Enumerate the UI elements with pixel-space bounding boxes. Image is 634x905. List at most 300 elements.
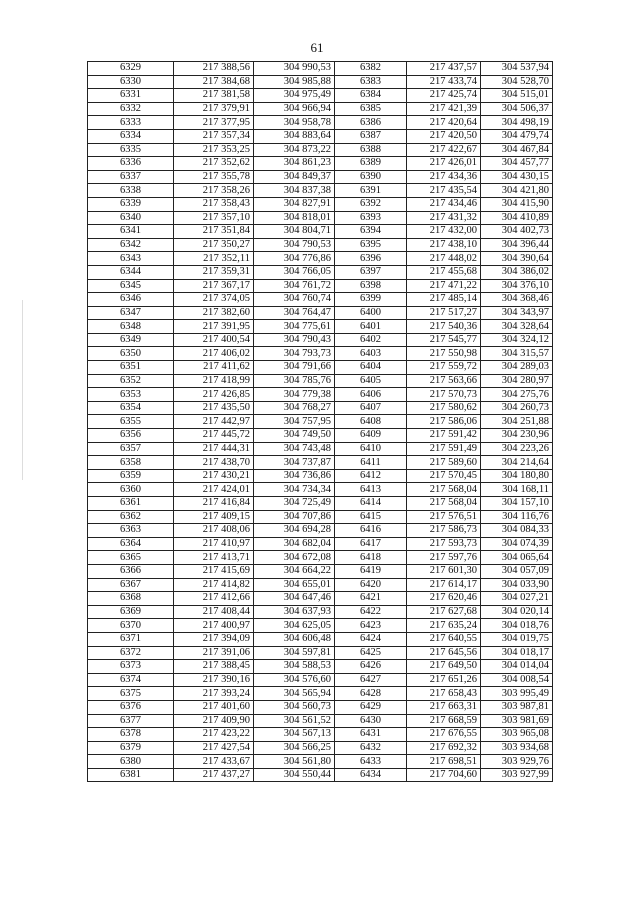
y-coordinate-cell: 304 725,49 <box>254 497 335 511</box>
x-coordinate-cell: 217 414,82 <box>174 578 254 592</box>
point-number-cell: 6366 <box>88 564 174 578</box>
x-coordinate-cell: 217 635,24 <box>407 619 481 633</box>
x-coordinate-cell: 217 426,01 <box>407 157 481 171</box>
y-coordinate-cell: 304 776,86 <box>254 252 335 266</box>
point-number-cell: 6376 <box>88 700 174 714</box>
point-number-cell: 6398 <box>335 279 407 293</box>
point-number-cell: 6421 <box>335 592 407 606</box>
x-coordinate-cell: 217 410,97 <box>174 537 254 551</box>
table-row <box>88 564 553 578</box>
x-coordinate-cell: 217 391,06 <box>174 646 254 660</box>
table-row <box>88 129 553 143</box>
y-coordinate-cell: 304 430,15 <box>481 170 553 184</box>
table-row <box>88 211 553 225</box>
y-coordinate-cell: 304 775,61 <box>254 320 335 334</box>
y-coordinate-cell: 304 467,84 <box>481 143 553 157</box>
x-coordinate-cell: 217 437,57 <box>407 62 481 76</box>
point-number-cell: 6368 <box>88 592 174 606</box>
y-coordinate-cell: 304 057,09 <box>481 564 553 578</box>
table-row <box>88 252 553 266</box>
x-coordinate-cell: 217 471,22 <box>407 279 481 293</box>
y-coordinate-cell: 304 180,80 <box>481 469 553 483</box>
point-number-cell: 6385 <box>335 102 407 116</box>
point-number-cell: 6336 <box>88 157 174 171</box>
point-number-cell: 6433 <box>335 755 407 769</box>
point-number-cell: 6397 <box>335 265 407 279</box>
x-coordinate-cell: 217 379,91 <box>174 102 254 116</box>
point-number-cell: 6403 <box>335 347 407 361</box>
y-coordinate-cell: 304 368,46 <box>481 293 553 307</box>
x-coordinate-cell: 217 540,36 <box>407 320 481 334</box>
table-row <box>88 143 553 157</box>
table-row <box>88 456 553 470</box>
point-number-cell: 6413 <box>335 483 407 497</box>
x-coordinate-cell: 217 391,95 <box>174 320 254 334</box>
y-coordinate-cell: 304 324,12 <box>481 333 553 347</box>
x-coordinate-cell: 217 455,68 <box>407 265 481 279</box>
point-number-cell: 6339 <box>88 197 174 211</box>
coordinates-table <box>87 61 553 782</box>
x-coordinate-cell: 217 442,97 <box>174 415 254 429</box>
point-number-cell: 6353 <box>88 388 174 402</box>
point-number-cell: 6352 <box>88 374 174 388</box>
table-row <box>88 537 553 551</box>
y-coordinate-cell: 304 008,54 <box>481 673 553 687</box>
table-row <box>88 102 553 116</box>
x-coordinate-cell: 217 351,84 <box>174 225 254 239</box>
point-number-cell: 6370 <box>88 619 174 633</box>
y-coordinate-cell: 304 734,34 <box>254 483 335 497</box>
x-coordinate-cell: 217 420,64 <box>407 116 481 130</box>
table-row <box>88 632 553 646</box>
y-coordinate-cell: 304 647,46 <box>254 592 335 606</box>
point-number-cell: 6420 <box>335 578 407 592</box>
y-coordinate-cell: 304 749,50 <box>254 429 335 443</box>
y-coordinate-cell: 304 376,10 <box>481 279 553 293</box>
table-row <box>88 157 553 171</box>
point-number-cell: 6406 <box>335 388 407 402</box>
table-row <box>88 619 553 633</box>
y-coordinate-cell: 304 396,44 <box>481 238 553 252</box>
y-coordinate-cell: 303 965,08 <box>481 728 553 742</box>
point-number-cell: 6432 <box>335 741 407 755</box>
y-coordinate-cell: 304 637,93 <box>254 605 335 619</box>
point-number-cell: 6332 <box>88 102 174 116</box>
x-coordinate-cell: 217 431,32 <box>407 211 481 225</box>
point-number-cell: 6380 <box>88 755 174 769</box>
x-coordinate-cell: 217 358,43 <box>174 197 254 211</box>
x-coordinate-cell: 217 423,22 <box>174 728 254 742</box>
point-number-cell: 6427 <box>335 673 407 687</box>
y-coordinate-cell: 304 065,64 <box>481 551 553 565</box>
x-coordinate-cell: 217 350,27 <box>174 238 254 252</box>
y-coordinate-cell: 304 975,49 <box>254 89 335 103</box>
table-row <box>88 75 553 89</box>
x-coordinate-cell: 217 698,51 <box>407 755 481 769</box>
x-coordinate-cell: 217 444,31 <box>174 442 254 456</box>
x-coordinate-cell: 217 692,32 <box>407 741 481 755</box>
point-number-cell: 6375 <box>88 687 174 701</box>
point-number-cell: 6415 <box>335 510 407 524</box>
y-coordinate-cell: 304 818,01 <box>254 211 335 225</box>
x-coordinate-cell: 217 413,71 <box>174 551 254 565</box>
y-coordinate-cell: 303 927,99 <box>481 768 553 782</box>
x-coordinate-cell: 217 627,68 <box>407 605 481 619</box>
x-coordinate-cell: 217 394,09 <box>174 632 254 646</box>
table-row <box>88 578 553 592</box>
point-number-cell: 6419 <box>335 564 407 578</box>
table-row <box>88 524 553 538</box>
point-number-cell: 6394 <box>335 225 407 239</box>
y-coordinate-cell: 304 682,04 <box>254 537 335 551</box>
x-coordinate-cell: 217 576,51 <box>407 510 481 524</box>
x-coordinate-cell: 217 352,62 <box>174 157 254 171</box>
x-coordinate-cell: 217 433,74 <box>407 75 481 89</box>
x-coordinate-cell: 217 563,66 <box>407 374 481 388</box>
point-number-cell: 6379 <box>88 741 174 755</box>
table-row <box>88 429 553 443</box>
x-coordinate-cell: 217 597,76 <box>407 551 481 565</box>
point-number-cell: 6362 <box>88 510 174 524</box>
x-coordinate-cell: 217 355,78 <box>174 170 254 184</box>
x-coordinate-cell: 217 676,55 <box>407 728 481 742</box>
y-coordinate-cell: 304 958,78 <box>254 116 335 130</box>
point-number-cell: 6338 <box>88 184 174 198</box>
point-number-cell: 6383 <box>335 75 407 89</box>
point-number-cell: 6346 <box>88 293 174 307</box>
point-number-cell: 6422 <box>335 605 407 619</box>
table-row <box>88 89 553 103</box>
y-coordinate-cell: 304 791,66 <box>254 361 335 375</box>
point-number-cell: 6377 <box>88 714 174 728</box>
y-coordinate-cell: 303 987,81 <box>481 700 553 714</box>
y-coordinate-cell: 304 074,39 <box>481 537 553 551</box>
scan-margin-line <box>22 300 23 480</box>
table-row <box>88 646 553 660</box>
x-coordinate-cell: 217 388,56 <box>174 62 254 76</box>
table-row <box>88 483 553 497</box>
y-coordinate-cell: 304 528,70 <box>481 75 553 89</box>
point-number-cell: 6390 <box>335 170 407 184</box>
x-coordinate-cell: 217 406,02 <box>174 347 254 361</box>
x-coordinate-cell: 217 586,06 <box>407 415 481 429</box>
x-coordinate-cell: 217 358,26 <box>174 184 254 198</box>
y-coordinate-cell: 304 861,23 <box>254 157 335 171</box>
y-coordinate-cell: 304 561,52 <box>254 714 335 728</box>
point-number-cell: 6417 <box>335 537 407 551</box>
x-coordinate-cell: 217 433,67 <box>174 755 254 769</box>
point-number-cell: 6404 <box>335 361 407 375</box>
point-number-cell: 6333 <box>88 116 174 130</box>
x-coordinate-cell: 217 550,98 <box>407 347 481 361</box>
point-number-cell: 6359 <box>88 469 174 483</box>
table-row <box>88 469 553 483</box>
y-coordinate-cell: 304 289,03 <box>481 361 553 375</box>
y-coordinate-cell: 304 020,14 <box>481 605 553 619</box>
point-number-cell: 6402 <box>335 333 407 347</box>
y-coordinate-cell: 304 223,26 <box>481 442 553 456</box>
table-row <box>88 374 553 388</box>
x-coordinate-cell: 217 445,72 <box>174 429 254 443</box>
y-coordinate-cell: 304 479,74 <box>481 129 553 143</box>
point-number-cell: 6345 <box>88 279 174 293</box>
x-coordinate-cell: 217 401,60 <box>174 700 254 714</box>
x-coordinate-cell: 217 352,11 <box>174 252 254 266</box>
y-coordinate-cell: 304 421,80 <box>481 184 553 198</box>
table-row <box>88 333 553 347</box>
y-coordinate-cell: 304 560,73 <box>254 700 335 714</box>
point-number-cell: 6399 <box>335 293 407 307</box>
y-coordinate-cell: 304 410,89 <box>481 211 553 225</box>
y-coordinate-cell: 304 386,02 <box>481 265 553 279</box>
y-coordinate-cell: 304 315,57 <box>481 347 553 361</box>
table-row <box>88 497 553 511</box>
y-coordinate-cell: 304 084,33 <box>481 524 553 538</box>
table-row <box>88 700 553 714</box>
x-coordinate-cell: 217 425,74 <box>407 89 481 103</box>
point-number-cell: 6374 <box>88 673 174 687</box>
y-coordinate-cell: 304 567,13 <box>254 728 335 742</box>
x-coordinate-cell: 217 412,66 <box>174 592 254 606</box>
point-number-cell: 6355 <box>88 415 174 429</box>
point-number-cell: 6361 <box>88 497 174 511</box>
table-row <box>88 116 553 130</box>
table-row <box>88 510 553 524</box>
x-coordinate-cell: 217 353,25 <box>174 143 254 157</box>
x-coordinate-cell: 217 388,45 <box>174 660 254 674</box>
x-coordinate-cell: 217 434,36 <box>407 170 481 184</box>
point-number-cell: 6434 <box>335 768 407 782</box>
y-coordinate-cell: 304 515,01 <box>481 89 553 103</box>
x-coordinate-cell: 217 586,73 <box>407 524 481 538</box>
y-coordinate-cell: 304 415,90 <box>481 197 553 211</box>
point-number-cell: 6356 <box>88 429 174 443</box>
y-coordinate-cell: 304 761,72 <box>254 279 335 293</box>
table-row <box>88 293 553 307</box>
table-row <box>88 62 553 76</box>
y-coordinate-cell: 304 793,73 <box>254 347 335 361</box>
y-coordinate-cell: 304 760,74 <box>254 293 335 307</box>
y-coordinate-cell: 304 849,37 <box>254 170 335 184</box>
point-number-cell: 6342 <box>88 238 174 252</box>
y-coordinate-cell: 304 694,28 <box>254 524 335 538</box>
table-row <box>88 687 553 701</box>
y-coordinate-cell: 304 116,76 <box>481 510 553 524</box>
y-coordinate-cell: 304 737,87 <box>254 456 335 470</box>
point-number-cell: 6395 <box>335 238 407 252</box>
x-coordinate-cell: 217 416,84 <box>174 497 254 511</box>
y-coordinate-cell: 303 934,68 <box>481 741 553 755</box>
x-coordinate-cell: 217 601,30 <box>407 564 481 578</box>
point-number-cell: 6343 <box>88 252 174 266</box>
point-number-cell: 6408 <box>335 415 407 429</box>
y-coordinate-cell: 304 019,75 <box>481 632 553 646</box>
table-row <box>88 184 553 198</box>
y-coordinate-cell: 304 625,05 <box>254 619 335 633</box>
table-row <box>88 592 553 606</box>
point-number-cell: 6426 <box>335 660 407 674</box>
y-coordinate-cell: 304 390,64 <box>481 252 553 266</box>
y-coordinate-cell: 304 837,38 <box>254 184 335 198</box>
y-coordinate-cell: 304 550,44 <box>254 768 335 782</box>
x-coordinate-cell: 217 568,04 <box>407 483 481 497</box>
y-coordinate-cell: 304 157,10 <box>481 497 553 511</box>
point-number-cell: 6409 <box>335 429 407 443</box>
y-coordinate-cell: 304 597,81 <box>254 646 335 660</box>
point-number-cell: 6358 <box>88 456 174 470</box>
table-row <box>88 551 553 565</box>
y-coordinate-cell: 304 743,48 <box>254 442 335 456</box>
x-coordinate-cell: 217 645,56 <box>407 646 481 660</box>
x-coordinate-cell: 217 568,04 <box>407 497 481 511</box>
y-coordinate-cell: 304 018,17 <box>481 646 553 660</box>
x-coordinate-cell: 217 426,85 <box>174 388 254 402</box>
point-number-cell: 6350 <box>88 347 174 361</box>
point-number-cell: 6354 <box>88 401 174 415</box>
x-coordinate-cell: 217 704,60 <box>407 768 481 782</box>
x-coordinate-cell: 217 559,72 <box>407 361 481 375</box>
x-coordinate-cell: 217 415,69 <box>174 564 254 578</box>
table-row <box>88 265 553 279</box>
y-coordinate-cell: 304 655,01 <box>254 578 335 592</box>
x-coordinate-cell: 217 374,05 <box>174 293 254 307</box>
table-row <box>88 728 553 742</box>
x-coordinate-cell: 217 382,60 <box>174 306 254 320</box>
x-coordinate-cell: 217 438,70 <box>174 456 254 470</box>
point-number-cell: 6389 <box>335 157 407 171</box>
y-coordinate-cell: 304 230,96 <box>481 429 553 443</box>
x-coordinate-cell: 217 591,49 <box>407 442 481 456</box>
y-coordinate-cell: 304 260,73 <box>481 401 553 415</box>
y-coordinate-cell: 304 328,64 <box>481 320 553 334</box>
y-coordinate-cell: 304 018,76 <box>481 619 553 633</box>
point-number-cell: 6334 <box>88 129 174 143</box>
x-coordinate-cell: 217 438,10 <box>407 238 481 252</box>
y-coordinate-cell: 304 736,86 <box>254 469 335 483</box>
y-coordinate-cell: 304 251,88 <box>481 415 553 429</box>
x-coordinate-cell: 217 580,62 <box>407 401 481 415</box>
y-coordinate-cell: 304 766,05 <box>254 265 335 279</box>
point-number-cell: 6388 <box>335 143 407 157</box>
x-coordinate-cell: 217 545,77 <box>407 333 481 347</box>
point-number-cell: 6430 <box>335 714 407 728</box>
x-coordinate-cell: 217 409,90 <box>174 714 254 728</box>
x-coordinate-cell: 217 649,50 <box>407 660 481 674</box>
x-coordinate-cell: 217 381,58 <box>174 89 254 103</box>
point-number-cell: 6392 <box>335 197 407 211</box>
point-number-cell: 6429 <box>335 700 407 714</box>
x-coordinate-cell: 217 390,16 <box>174 673 254 687</box>
y-coordinate-cell: 304 565,94 <box>254 687 335 701</box>
x-coordinate-cell: 217 651,26 <box>407 673 481 687</box>
y-coordinate-cell: 304 343,97 <box>481 306 553 320</box>
point-number-cell: 6416 <box>335 524 407 538</box>
y-coordinate-cell: 303 995,49 <box>481 687 553 701</box>
y-coordinate-cell: 304 804,71 <box>254 225 335 239</box>
x-coordinate-cell: 217 384,68 <box>174 75 254 89</box>
point-number-cell: 6341 <box>88 225 174 239</box>
point-number-cell: 6431 <box>335 728 407 742</box>
y-coordinate-cell: 304 779,38 <box>254 388 335 402</box>
table-row <box>88 660 553 674</box>
y-coordinate-cell: 304 033,90 <box>481 578 553 592</box>
point-number-cell: 6363 <box>88 524 174 538</box>
y-coordinate-cell: 304 561,80 <box>254 755 335 769</box>
x-coordinate-cell: 217 393,24 <box>174 687 254 701</box>
point-number-cell: 6424 <box>335 632 407 646</box>
point-number-cell: 6386 <box>335 116 407 130</box>
point-number-cell: 6371 <box>88 632 174 646</box>
y-coordinate-cell: 304 873,22 <box>254 143 335 157</box>
point-number-cell: 6407 <box>335 401 407 415</box>
point-number-cell: 6418 <box>335 551 407 565</box>
x-coordinate-cell: 217 427,54 <box>174 741 254 755</box>
y-coordinate-cell: 304 014,04 <box>481 660 553 674</box>
point-number-cell: 6372 <box>88 646 174 660</box>
table-row <box>88 347 553 361</box>
table-row <box>88 320 553 334</box>
x-coordinate-cell: 217 418,99 <box>174 374 254 388</box>
y-coordinate-cell: 303 929,76 <box>481 755 553 769</box>
table-row <box>88 401 553 415</box>
y-coordinate-cell: 304 566,25 <box>254 741 335 755</box>
x-coordinate-cell: 217 400,97 <box>174 619 254 633</box>
table-row <box>88 225 553 239</box>
point-number-cell: 6347 <box>88 306 174 320</box>
x-coordinate-cell: 217 448,02 <box>407 252 481 266</box>
table-row <box>88 388 553 402</box>
y-coordinate-cell: 304 985,88 <box>254 75 335 89</box>
x-coordinate-cell: 217 432,00 <box>407 225 481 239</box>
y-coordinate-cell: 304 827,91 <box>254 197 335 211</box>
point-number-cell: 6405 <box>335 374 407 388</box>
point-number-cell: 6381 <box>88 768 174 782</box>
table-row <box>88 279 553 293</box>
point-number-cell: 6423 <box>335 619 407 633</box>
y-coordinate-cell: 304 537,94 <box>481 62 553 76</box>
x-coordinate-cell: 217 359,31 <box>174 265 254 279</box>
point-number-cell: 6364 <box>88 537 174 551</box>
y-coordinate-cell: 304 664,22 <box>254 564 335 578</box>
x-coordinate-cell: 217 367,17 <box>174 279 254 293</box>
x-coordinate-cell: 217 408,06 <box>174 524 254 538</box>
point-number-cell: 6349 <box>88 333 174 347</box>
x-coordinate-cell: 217 411,62 <box>174 361 254 375</box>
y-coordinate-cell: 304 402,73 <box>481 225 553 239</box>
point-number-cell: 6337 <box>88 170 174 184</box>
y-coordinate-cell: 304 588,53 <box>254 660 335 674</box>
point-number-cell: 6410 <box>335 442 407 456</box>
y-coordinate-cell: 304 280,97 <box>481 374 553 388</box>
table-row <box>88 238 553 252</box>
point-number-cell: 6425 <box>335 646 407 660</box>
x-coordinate-cell: 217 434,46 <box>407 197 481 211</box>
y-coordinate-cell: 304 707,86 <box>254 510 335 524</box>
y-coordinate-cell: 304 168,11 <box>481 483 553 497</box>
point-number-cell: 6331 <box>88 89 174 103</box>
x-coordinate-cell: 217 422,67 <box>407 143 481 157</box>
point-number-cell: 6400 <box>335 306 407 320</box>
point-number-cell: 6369 <box>88 605 174 619</box>
y-coordinate-cell: 303 981,69 <box>481 714 553 728</box>
x-coordinate-cell: 217 658,43 <box>407 687 481 701</box>
point-number-cell: 6396 <box>335 252 407 266</box>
y-coordinate-cell: 304 785,76 <box>254 374 335 388</box>
y-coordinate-cell: 304 214,64 <box>481 456 553 470</box>
x-coordinate-cell: 217 408,44 <box>174 605 254 619</box>
x-coordinate-cell: 217 437,27 <box>174 768 254 782</box>
table-row <box>88 442 553 456</box>
